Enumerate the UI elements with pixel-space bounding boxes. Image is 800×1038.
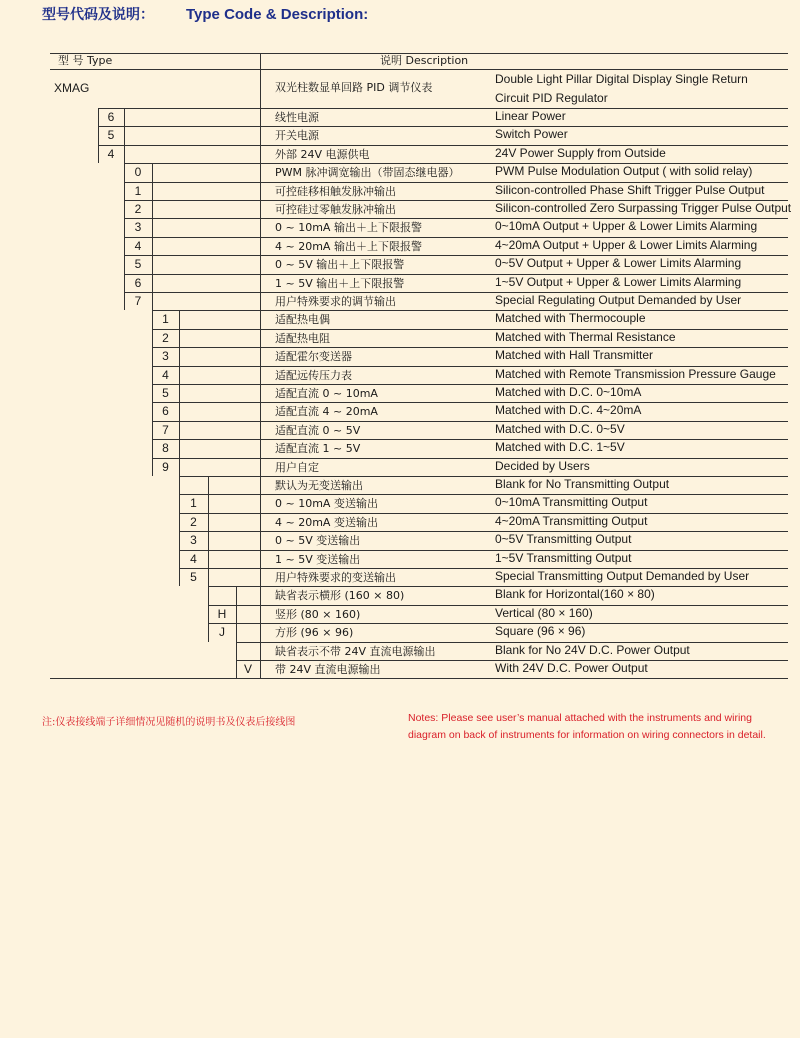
description-zh: 1 ~ 5V 变送输出 [275, 552, 361, 566]
description-en: Square (96 × 96) [495, 624, 586, 639]
row-rule [152, 329, 788, 330]
code-cell-rule [208, 531, 209, 549]
type-code: 3 [134, 220, 142, 235]
description-zh: 线性电源 [275, 111, 319, 124]
code-cell-rule [179, 310, 180, 328]
code-cell-rule [179, 329, 180, 347]
description-zh: 方形 (96 × 96) [275, 626, 354, 640]
type-code: 5 [107, 128, 115, 143]
description-zh: PWM 脉冲调宽输出（带固态继电器） [275, 166, 460, 180]
code-cell-rule [152, 200, 153, 218]
row-rule [179, 550, 788, 551]
header-type: 型 号 Type [58, 54, 113, 67]
code-cell-rule [236, 623, 237, 641]
description-zh: 适配霍尔变送器 [275, 350, 352, 364]
description-zh: 双光柱数显单回路 PID 调节仪表 [275, 81, 433, 94]
description-en: Blank for Horizontal(160 × 80) [495, 587, 655, 602]
code-cell-rule [124, 108, 125, 126]
description-en: Special Regulating Output Demanded by User [495, 293, 742, 307]
type-code: 1 [190, 496, 197, 511]
title-en: Type Code & Description: [186, 6, 369, 23]
description-zh: 缺省表示横形 (160 × 80) [275, 589, 405, 603]
type-code: 5 [134, 257, 142, 272]
description-en: Silicon-controlled Zero Surpassing Trigger Pulse Output [495, 201, 792, 215]
description-zh: 0 ~ 10mA 输出＋上下限报警 [275, 221, 422, 235]
description-en: 0~5V Output + Upper & Lower Limits Alarming [495, 256, 742, 271]
type-code: 7 [134, 294, 142, 308]
type-code: XMAG [54, 81, 90, 95]
description-zh: 可控硅移相触发脉冲输出 [275, 184, 396, 198]
type-code: 1 [134, 183, 142, 198]
note-en-line: diagram on back of instruments for information on wiring connectors in detail. [408, 729, 766, 741]
description-en: 4~20mA Transmitting Output [495, 513, 648, 528]
description-zh: 适配热电阻 [275, 331, 330, 345]
description-en: 1~5V Transmitting Output [495, 550, 632, 565]
code-cell-rule [152, 182, 153, 200]
note-en-line: Notes: Please see user’s manual attached with the instruments and wiring [408, 712, 752, 724]
code-cell-rule [179, 402, 180, 420]
code-cell-rule [179, 421, 180, 439]
code-cell-rule [124, 145, 125, 163]
description-en: Matched with Remote Transmission Pressure Gauge [495, 366, 776, 381]
description-en: Double Light Pillar Digital Display Single Return [495, 72, 748, 86]
table-bottom-rule [50, 678, 788, 679]
description-zh: 0 ~ 5V 变送输出 [275, 534, 361, 548]
description-en: Circuit PID Regulator [495, 91, 608, 105]
type-code: 9 [162, 459, 169, 474]
description-en: Linear Power [495, 109, 566, 123]
header-description: 说明 Description [380, 54, 469, 67]
row-rule [152, 458, 788, 459]
description-zh: 开关电源 [275, 129, 319, 143]
description-zh: 0 ~ 10mA 变送输出 [275, 497, 378, 511]
code-cell-rule [179, 458, 180, 476]
page-title [42, 4, 368, 24]
type-code: 5 [190, 570, 197, 584]
row-rule [179, 476, 788, 477]
description-en: 0~10mA Output + Upper & Lower Limits Alarming [495, 219, 758, 234]
description-zh: 带 24V 直流电源输出 [275, 663, 381, 676]
type-code-table [50, 53, 792, 679]
code-cell-rule [152, 218, 153, 236]
description-en: 4~20mA Output + Upper & Lower Limits Alarming [495, 237, 758, 252]
description-en: Matched with D.C. 1~5V [495, 440, 625, 455]
type-code: V [243, 662, 252, 676]
code-cell-rule [179, 347, 180, 365]
type-code: 4 [162, 367, 169, 382]
code-cell-rule [179, 439, 180, 457]
type-code: 7 [162, 422, 169, 437]
description-zh: 可控硅过零触发脉冲输出 [275, 203, 396, 216]
level-column-rule [179, 476, 180, 494]
description-zh: 0 ~ 5V 输出＋上下限报警 [275, 258, 405, 272]
row-rule [179, 513, 788, 514]
description-zh: 默认为无变送输出 [275, 479, 363, 492]
code-cell-rule [152, 255, 153, 273]
type-code: 3 [162, 349, 169, 364]
type-code: 6 [134, 275, 142, 290]
description-en: 0~5V Transmitting Output [495, 532, 632, 547]
title-zh: 型号代码及说明： [42, 7, 154, 23]
code-cell-rule [179, 384, 180, 402]
code-cell-rule [124, 126, 125, 144]
row-rule [179, 531, 788, 532]
description-en: 24V Power Supply from Outside [495, 145, 666, 160]
description-zh: 1 ~ 5V 输出＋上下限报警 [275, 276, 405, 290]
description-zh: 适配直流 0 ~ 5V [275, 423, 361, 437]
description-zh: 缺省表示不带 24V 直流电源输出 [275, 644, 436, 658]
code-cell-rule [152, 274, 153, 292]
description-en: Special Transmitting Output Demanded by User [495, 569, 750, 583]
type-code: 2 [134, 202, 142, 216]
row-rule [152, 384, 788, 385]
code-cell-rule [179, 366, 180, 384]
row-rule [98, 108, 788, 109]
description-zh: 用户特殊要求的变送输出 [275, 571, 396, 584]
code-cell-rule [152, 237, 153, 255]
code-cell-rule [208, 476, 209, 494]
description-en: Matched with D.C. 4~20mA [495, 403, 642, 418]
type-code: 5 [162, 386, 169, 400]
description-zh: 适配远传压力表 [275, 368, 352, 382]
note-zh: 注:仪表接线端子详细情况见随机的说明书及仪表后接线图 [42, 717, 296, 728]
description-zh: 用户特殊要求的调节输出 [275, 295, 396, 308]
description-zh: 竖形 (80 × 160) [275, 607, 361, 621]
description-zh: 4 ~ 20mA 变送输出 [275, 515, 378, 529]
row-rule [152, 439, 788, 440]
row-rule [152, 402, 788, 403]
code-cell-rule [208, 550, 209, 568]
type-code: 2 [162, 330, 169, 345]
code-cell-rule [208, 513, 209, 531]
type-code: 6 [162, 404, 169, 419]
code-cell-rule [152, 163, 153, 181]
description-zh: 用户自定 [275, 460, 319, 474]
code-cell-rule [152, 292, 153, 310]
code-cell-rule [208, 494, 209, 512]
type-code: 0 [134, 165, 142, 180]
type-code: 4 [107, 146, 115, 161]
type-code: 4 [190, 551, 197, 566]
type-code: 8 [162, 441, 169, 456]
row-rule [98, 126, 788, 127]
description-zh: 适配热电偶 [275, 313, 330, 327]
description-en: Matched with Thermocouple [495, 311, 646, 326]
row-rule [98, 145, 788, 146]
row-rule [152, 421, 788, 422]
code-cell-rule [236, 605, 237, 623]
description-en: Vertical (80 × 160) [495, 605, 593, 620]
description-en: Blank for No 24V D.C. Power Output [495, 642, 690, 657]
description-en: 1~5V Output + Upper & Lower Limits Alarming [495, 274, 742, 289]
code-cell-rule [208, 568, 209, 586]
description-en: PWM Pulse Modulation Output ( with solid relay) [495, 164, 753, 179]
description-en: 0~10mA Transmitting Output [495, 495, 648, 510]
type-code: 2 [190, 514, 197, 529]
description-zh: 适配直流 1 ~ 5V [275, 442, 361, 456]
type-code: 6 [107, 110, 115, 124]
description-zh: 适配直流 0 ~ 10mA [275, 387, 378, 400]
code-cell-rule [236, 586, 237, 604]
description-en: Silicon-controlled Phase Shift Trigger Pulse Output [495, 182, 765, 197]
description-en: Matched with D.C. 0~10mA [495, 385, 642, 399]
description-zh: 外部 24V 电源供电 [275, 147, 370, 161]
description-zh: 4 ~ 20mA 输出＋上下限报警 [275, 239, 422, 253]
row-rule [152, 310, 788, 311]
description-en: Matched with D.C. 0~5V [495, 421, 625, 436]
type-code: 3 [190, 533, 197, 548]
type-code: 4 [134, 238, 142, 253]
row-rule [152, 347, 788, 348]
level-column-rule [208, 586, 209, 604]
type-code: H [217, 606, 227, 621]
description-en: Blank for No Transmitting Output [495, 477, 670, 491]
description-zh: 适配直流 4 ~ 20mA [275, 405, 378, 419]
type-code: J [219, 625, 225, 640]
type-code: 1 [162, 312, 169, 327]
description-en: Switch Power [495, 127, 568, 142]
description-en: With 24V D.C. Power Output [495, 661, 648, 675]
description-en: Matched with Thermal Resistance [495, 329, 676, 344]
note-en [408, 710, 788, 744]
description-en: Decided by Users [495, 458, 590, 473]
level-column-rule [236, 642, 237, 660]
description-en: Matched with Hall Transmitter [495, 348, 654, 363]
row-rule [179, 494, 788, 495]
